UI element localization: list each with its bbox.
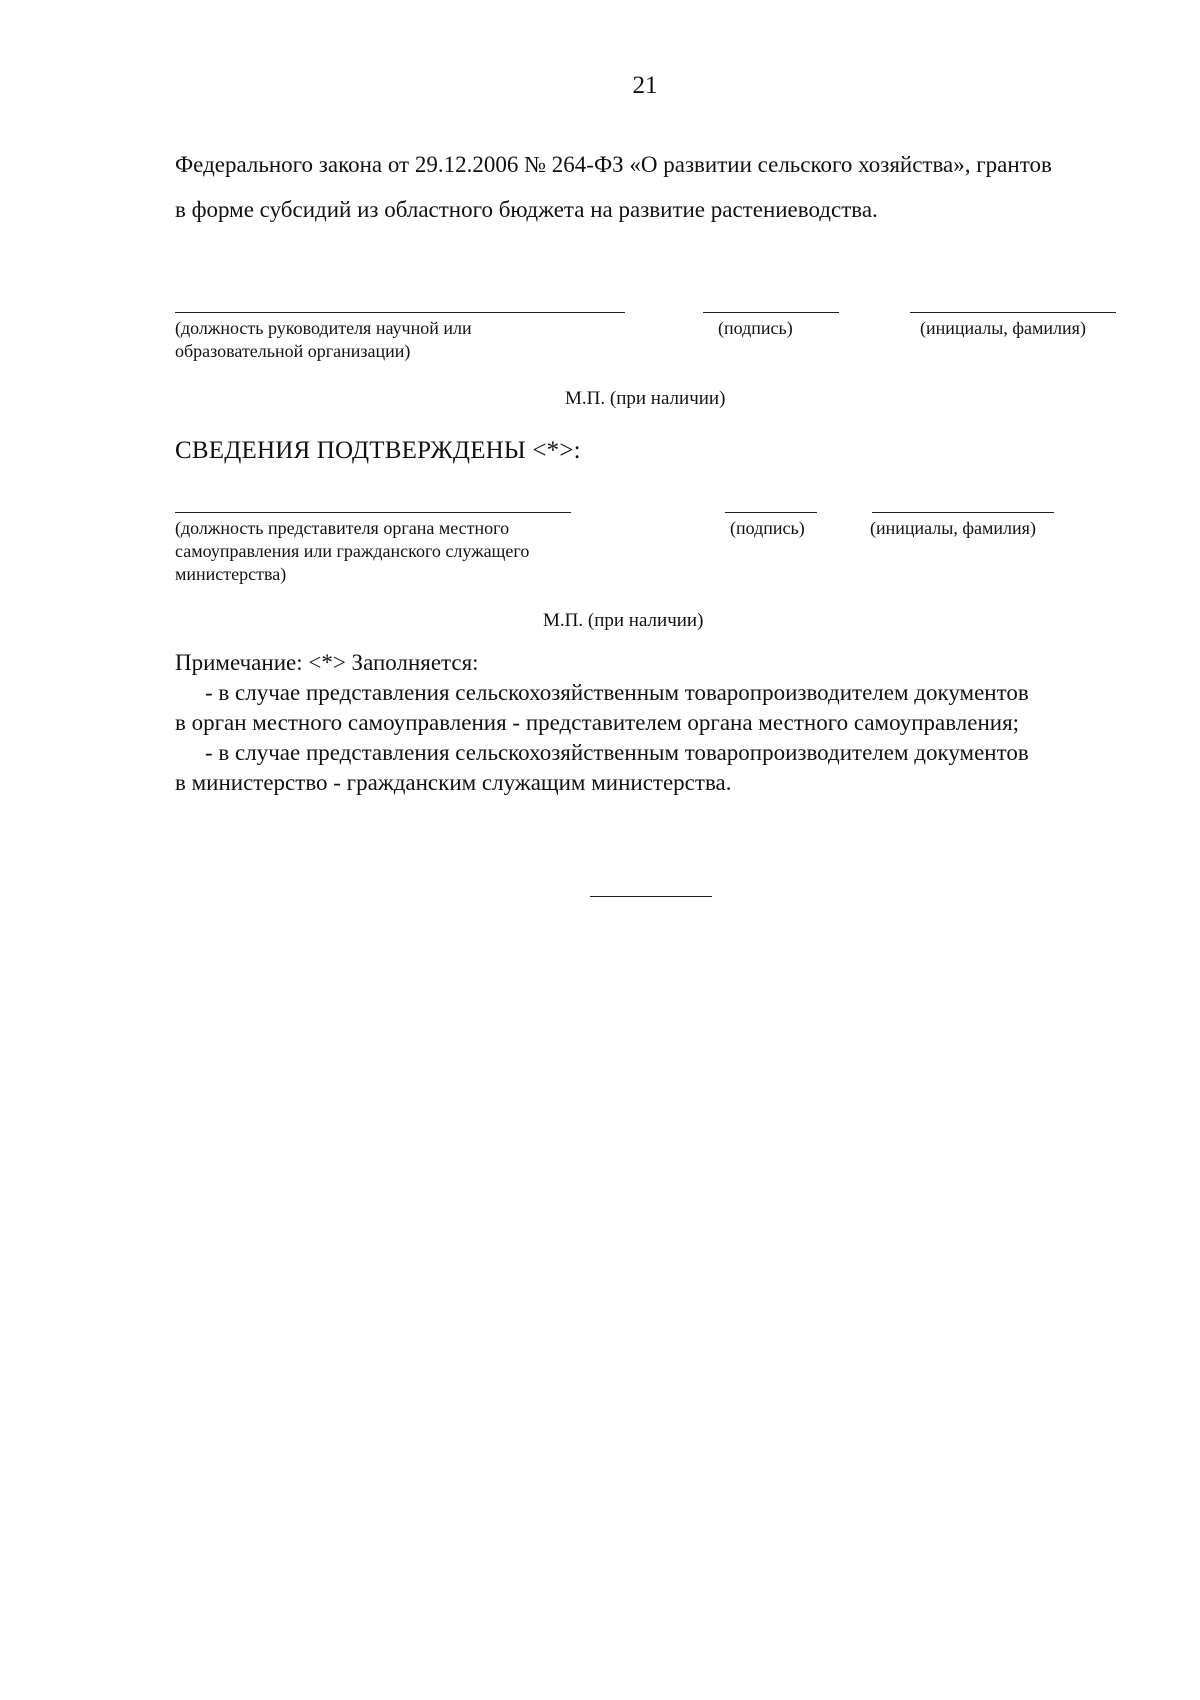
note-line: в министерство - гражданским служащим министерства. <box>175 770 732 795</box>
stamp-placeholder: М.П. (при наличии) <box>543 610 704 631</box>
caption-line: (инициалы, фамилия) <box>920 318 1086 338</box>
signature-line <box>703 312 839 313</box>
caption-line: министерства) <box>175 564 287 584</box>
name-caption <box>920 317 1086 340</box>
intro-paragraph <box>175 142 1135 232</box>
caption-line: образовательной организации) <box>175 341 411 361</box>
note-line: в орган местного самоуправления - представителем органа местного самоуправления; <box>175 710 1020 735</box>
position-caption <box>175 517 529 586</box>
position-caption <box>175 317 472 363</box>
caption-line: самоуправления или гражданского служащего <box>175 541 530 561</box>
signature-caption <box>730 517 805 540</box>
intro-line: Федерального закона от 29.12.2006 № 264-ФЗ «О развитии сельского хозяйства», грантов <box>175 152 1052 177</box>
position-line <box>175 512 571 513</box>
caption-line: (должность руководителя научной или <box>175 318 472 338</box>
position-line <box>175 312 625 313</box>
note-title: Примечание: <*> Заполняется: <box>175 650 479 675</box>
name-line <box>872 512 1054 513</box>
note-line: - в случае представления сельскохозяйственным товаропроизводителем документов <box>205 680 1029 705</box>
caption-line: (должность представителя органа местного <box>175 518 510 538</box>
confirmation-heading: СВЕДЕНИЯ ПОДТВЕРЖДЕНЫ <*>: <box>175 437 581 464</box>
caption-line: (подпись) <box>730 518 805 538</box>
signature-caption <box>718 317 793 340</box>
page-number: 21 <box>632 72 658 99</box>
caption-line: (подпись) <box>718 318 793 338</box>
closing-rule <box>590 896 712 897</box>
name-caption <box>870 517 1036 540</box>
caption-line: (инициалы, фамилия) <box>870 518 1036 538</box>
signature-line <box>725 512 817 513</box>
stamp-placeholder: М.П. (при наличии) <box>565 388 726 409</box>
name-line <box>910 312 1116 313</box>
intro-line: в форме субсидий из областного бюджета на развитие растениеводства. <box>175 197 878 222</box>
note-block <box>175 648 1135 798</box>
note-line: - в случае представления сельскохозяйственным товаропроизводителем документов <box>205 740 1029 765</box>
